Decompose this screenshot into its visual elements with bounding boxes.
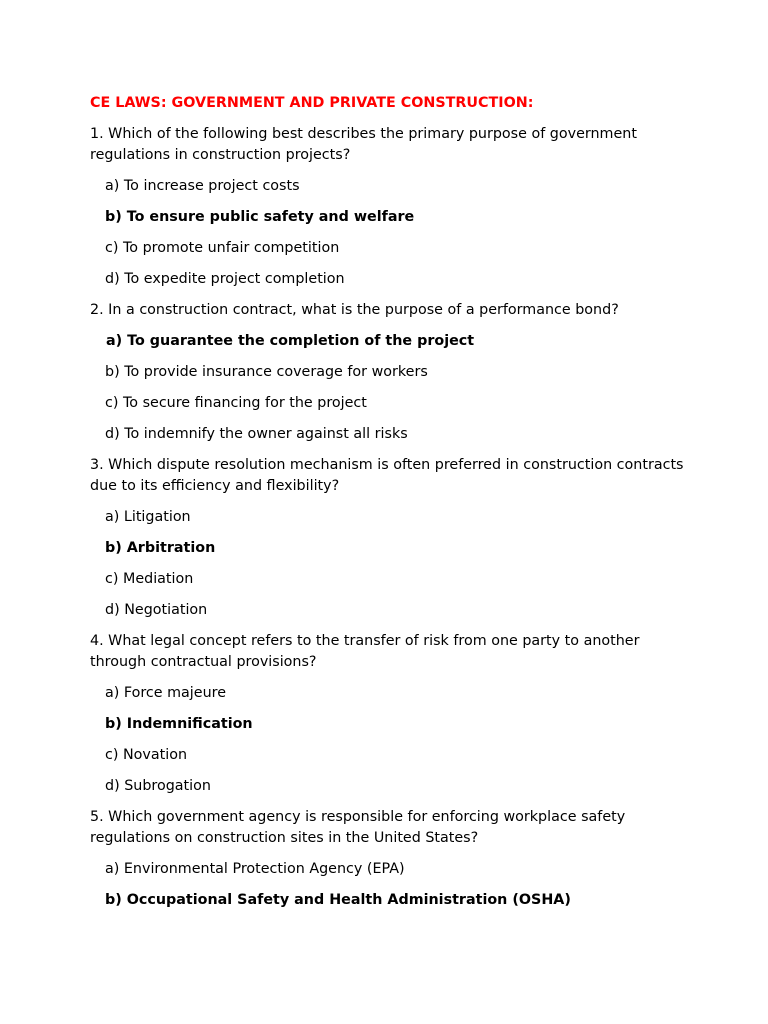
question-4-option-a: a) Force majeure <box>105 685 226 701</box>
document-page <box>90 93 690 921</box>
question-3-option-b-answer: b) Arbitration <box>105 540 216 556</box>
question-1: 1. Which of the following best describes the primary purpose of government regulations in construction projects? <box>90 126 637 163</box>
document-heading: CE LAWS: GOVERNMENT AND PRIVATE CONSTRUCTION: <box>90 95 534 111</box>
question-1-option-c: c) To promote unfair competition <box>105 240 340 256</box>
question-5-option-a: a) Environmental Protection Agency (EPA) <box>105 861 405 877</box>
question-1-option-d: d) To expedite project completion <box>105 271 345 287</box>
question-3-option-d: d) Negotiation <box>105 602 208 618</box>
question-3-option-a: a) Litigation <box>105 509 191 525</box>
question-4-option-c: c) Novation <box>105 747 188 763</box>
question-2-option-c: c) To secure financing for the project <box>105 395 367 411</box>
question-1-option-a: a) To increase project costs <box>105 178 300 194</box>
question-3-option-c: c) Mediation <box>105 571 194 587</box>
question-5: 5. Which government agency is responsible for enforcing workplace safety regulations on construction sites in the United States? <box>90 809 626 846</box>
question-2-option-a-answer: a) To guarantee the completion of the project <box>106 333 475 349</box>
question-4: 4. What legal concept refers to the transfer of risk from one party to another through contractual provisions? <box>90 633 640 670</box>
question-2-option-d: d) To indemnify the owner against all risks <box>105 426 408 442</box>
question-4-option-d: d) Subrogation <box>105 778 211 794</box>
question-2-option-b: b) To provide insurance coverage for workers <box>105 364 428 380</box>
question-4-option-b-answer: b) Indemnification <box>105 716 253 732</box>
question-2: 2. In a construction contract, what is the purpose of a performance bond? <box>90 302 619 318</box>
question-3: 3. Which dispute resolution mechanism is often preferred in construction contracts due to its efficiency and flexibility? <box>90 457 684 494</box>
question-5-option-b-answer: b) Occupational Safety and Health Administration (OSHA) <box>105 892 571 908</box>
question-1-option-b-answer: b) To ensure public safety and welfare <box>105 209 415 225</box>
